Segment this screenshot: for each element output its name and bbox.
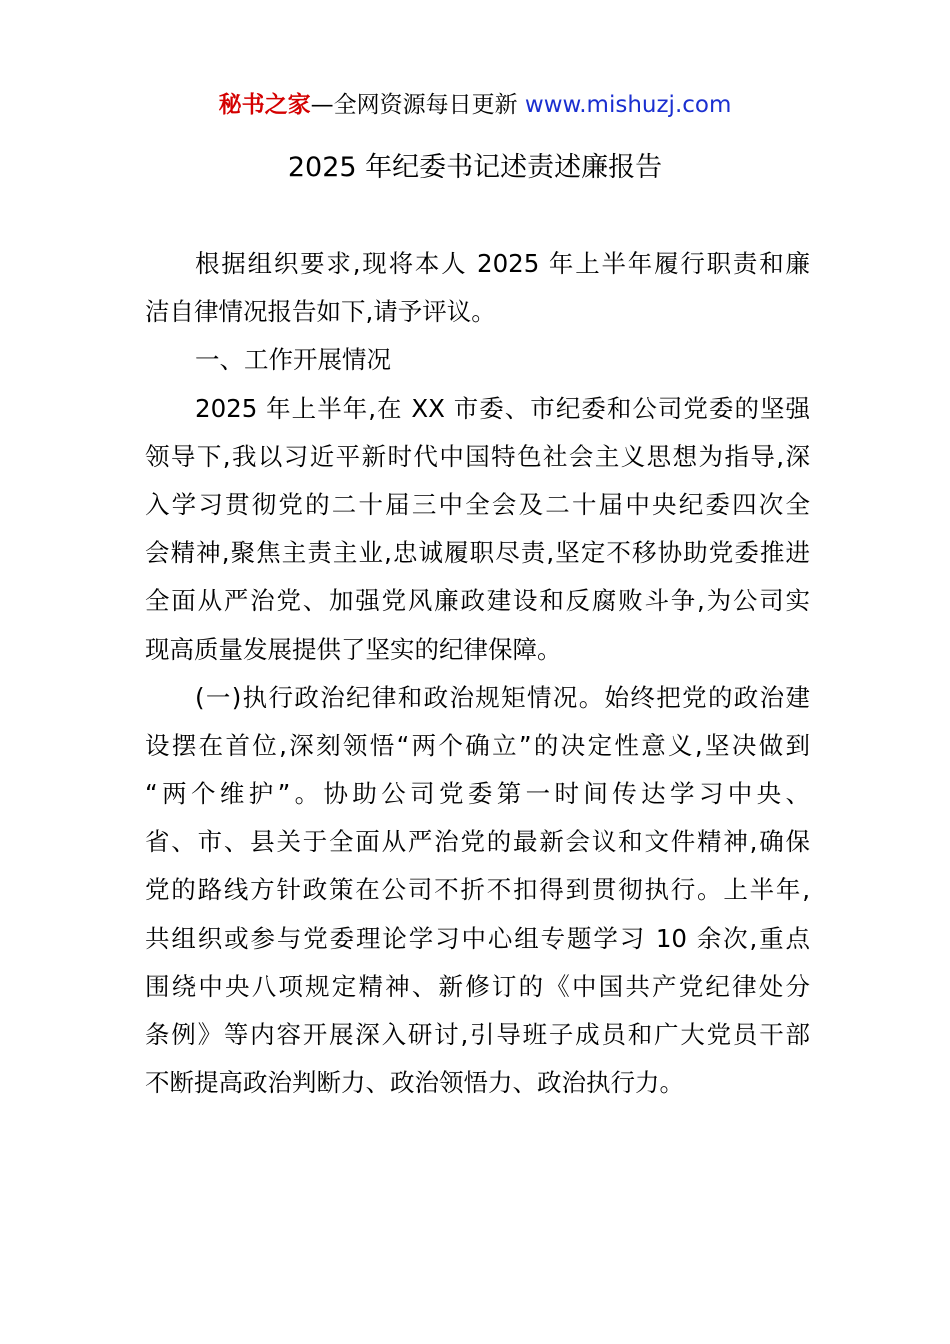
- paragraph-line: 党的路线方针政策在公司不折不扣得到贯彻执行。上半年,: [145, 875, 810, 905]
- site-header: [0, 88, 950, 122]
- paragraph-line: 现高质量发展提供了坚实的纪律保障。: [145, 634, 562, 664]
- site-url-link[interactable]: www.mishuzj.com: [524, 92, 732, 118]
- paragraph-line: 围绕中央八项规定精神、新修订的《中国共产党纪律处分: [145, 971, 810, 1001]
- paragraph-line: 设摆在首位,深刻领悟“两个确立”的决定性意义,坚决做到: [145, 730, 810, 760]
- paragraph-line: 入学习贯彻党的二十届三中全会及二十届中央纪委四次全: [145, 489, 810, 519]
- brand-name: 秘书之家: [218, 92, 311, 118]
- paragraph-line: 根据组织要求,现将本人 2025 年上半年履行职责和廉: [195, 249, 810, 278]
- paragraph-line: (一)执行政治纪律和政治规矩情况。始终把党的政治建: [195, 682, 810, 712]
- paragraph-line: 不断提高政治判断力、政治领悟力、政治执行力。: [145, 1068, 684, 1098]
- paragraph-line: 会精神,聚焦主责主业,忠诚履职尽责,坚定不移协助党委推进: [145, 538, 810, 568]
- site-tagline: —全网资源每日更新: [310, 92, 525, 118]
- paragraph-line: 2025 年上半年,在 XX 市委、市纪委和公司党委的坚强: [195, 393, 810, 423]
- section-heading: 一、工作开展情况: [195, 345, 391, 375]
- paragraph-line: 全面从严治党、加强党风廉政建设和反腐败斗争,为公司实: [145, 586, 810, 616]
- document-body: [145, 240, 810, 1107]
- paragraph-line: 共组织或参与党委理论学习中心组专题学习 10 余次,重点: [145, 923, 810, 953]
- paragraph-line: 领导下,我以习近平新时代中国特色社会主义思想为指导,深: [145, 441, 810, 471]
- paragraph-line: 条例》等内容开展深入研讨,引导班子成员和广大党员干部: [145, 1020, 810, 1049]
- paragraph-line: 洁自律情况报告如下,请予评议。: [145, 297, 496, 327]
- paragraph-line: 省、市、县关于全面从严治党的最新会议和文件精神,确保: [145, 827, 810, 857]
- paragraph-line: “两个维护”。协助公司党委第一时间传达学习中央、: [145, 779, 810, 809]
- document-title: 2025 年纪委书记述责述廉报告: [287, 152, 663, 183]
